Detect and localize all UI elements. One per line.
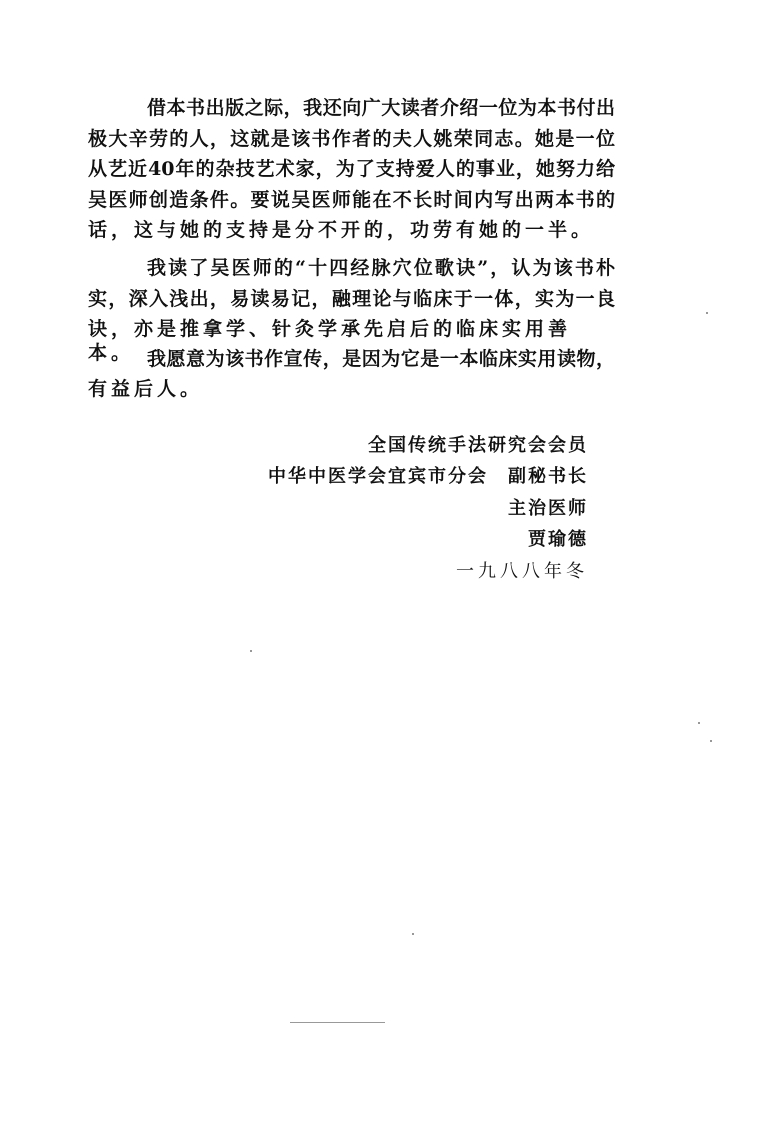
signature-name: 贾瑜德: [528, 529, 588, 550]
paragraph-1-line-2: 极大辛劳的人，这就是该书作者的夫人姚荣同志。她是一位: [88, 128, 615, 150]
paragraph-1-line-1: 借本书出版之际，我还向广大读者介绍一位为本书付出: [147, 97, 615, 119]
scan-speck: [250, 650, 252, 652]
paragraph-1-line-3: 从艺近40年的杂技艺术家，为了支持爱人的事业，她努力给: [88, 158, 615, 180]
scan-speck: [412, 933, 414, 935]
scan-speck: [710, 740, 712, 742]
paragraph-1-line-5: 话，这与她的支持是分不开的，功劳有她的一半。: [88, 219, 595, 241]
signature-affiliation-2: 中华中医学会宜宾市分会 副秘书长: [268, 466, 588, 487]
paragraph-3-line-1: 我愿意为该书作宣传，是因为它是一本临床实用读物，: [147, 348, 615, 370]
scan-line-mark: [290, 1022, 385, 1023]
paragraph-2-line-2: 实，深入浅出，易读易记，融理论与临床于一体，实为一良: [88, 288, 615, 310]
signature-title: 主治医师: [508, 498, 588, 519]
scan-speck: [698, 722, 700, 724]
paragraph-2-line-3: 诀，亦是推拿学、针灸学承先启后的临床实用善本。: [88, 318, 572, 364]
signature-date: 一九八八年冬: [456, 561, 588, 582]
signature-affiliation-1: 全国传统手法研究会会员: [368, 435, 588, 456]
paragraph-1-line-4: 吴医师创造条件。要说吴医师能在不长时间内写出两本书的: [88, 189, 615, 211]
paragraph-2-line-1: 我读了吴医师的“十四经脉穴位歌诀”，认为该书朴: [147, 257, 615, 279]
scan-speck: [706, 312, 708, 314]
paragraph-3-line-2: 有益后人。: [88, 378, 204, 400]
